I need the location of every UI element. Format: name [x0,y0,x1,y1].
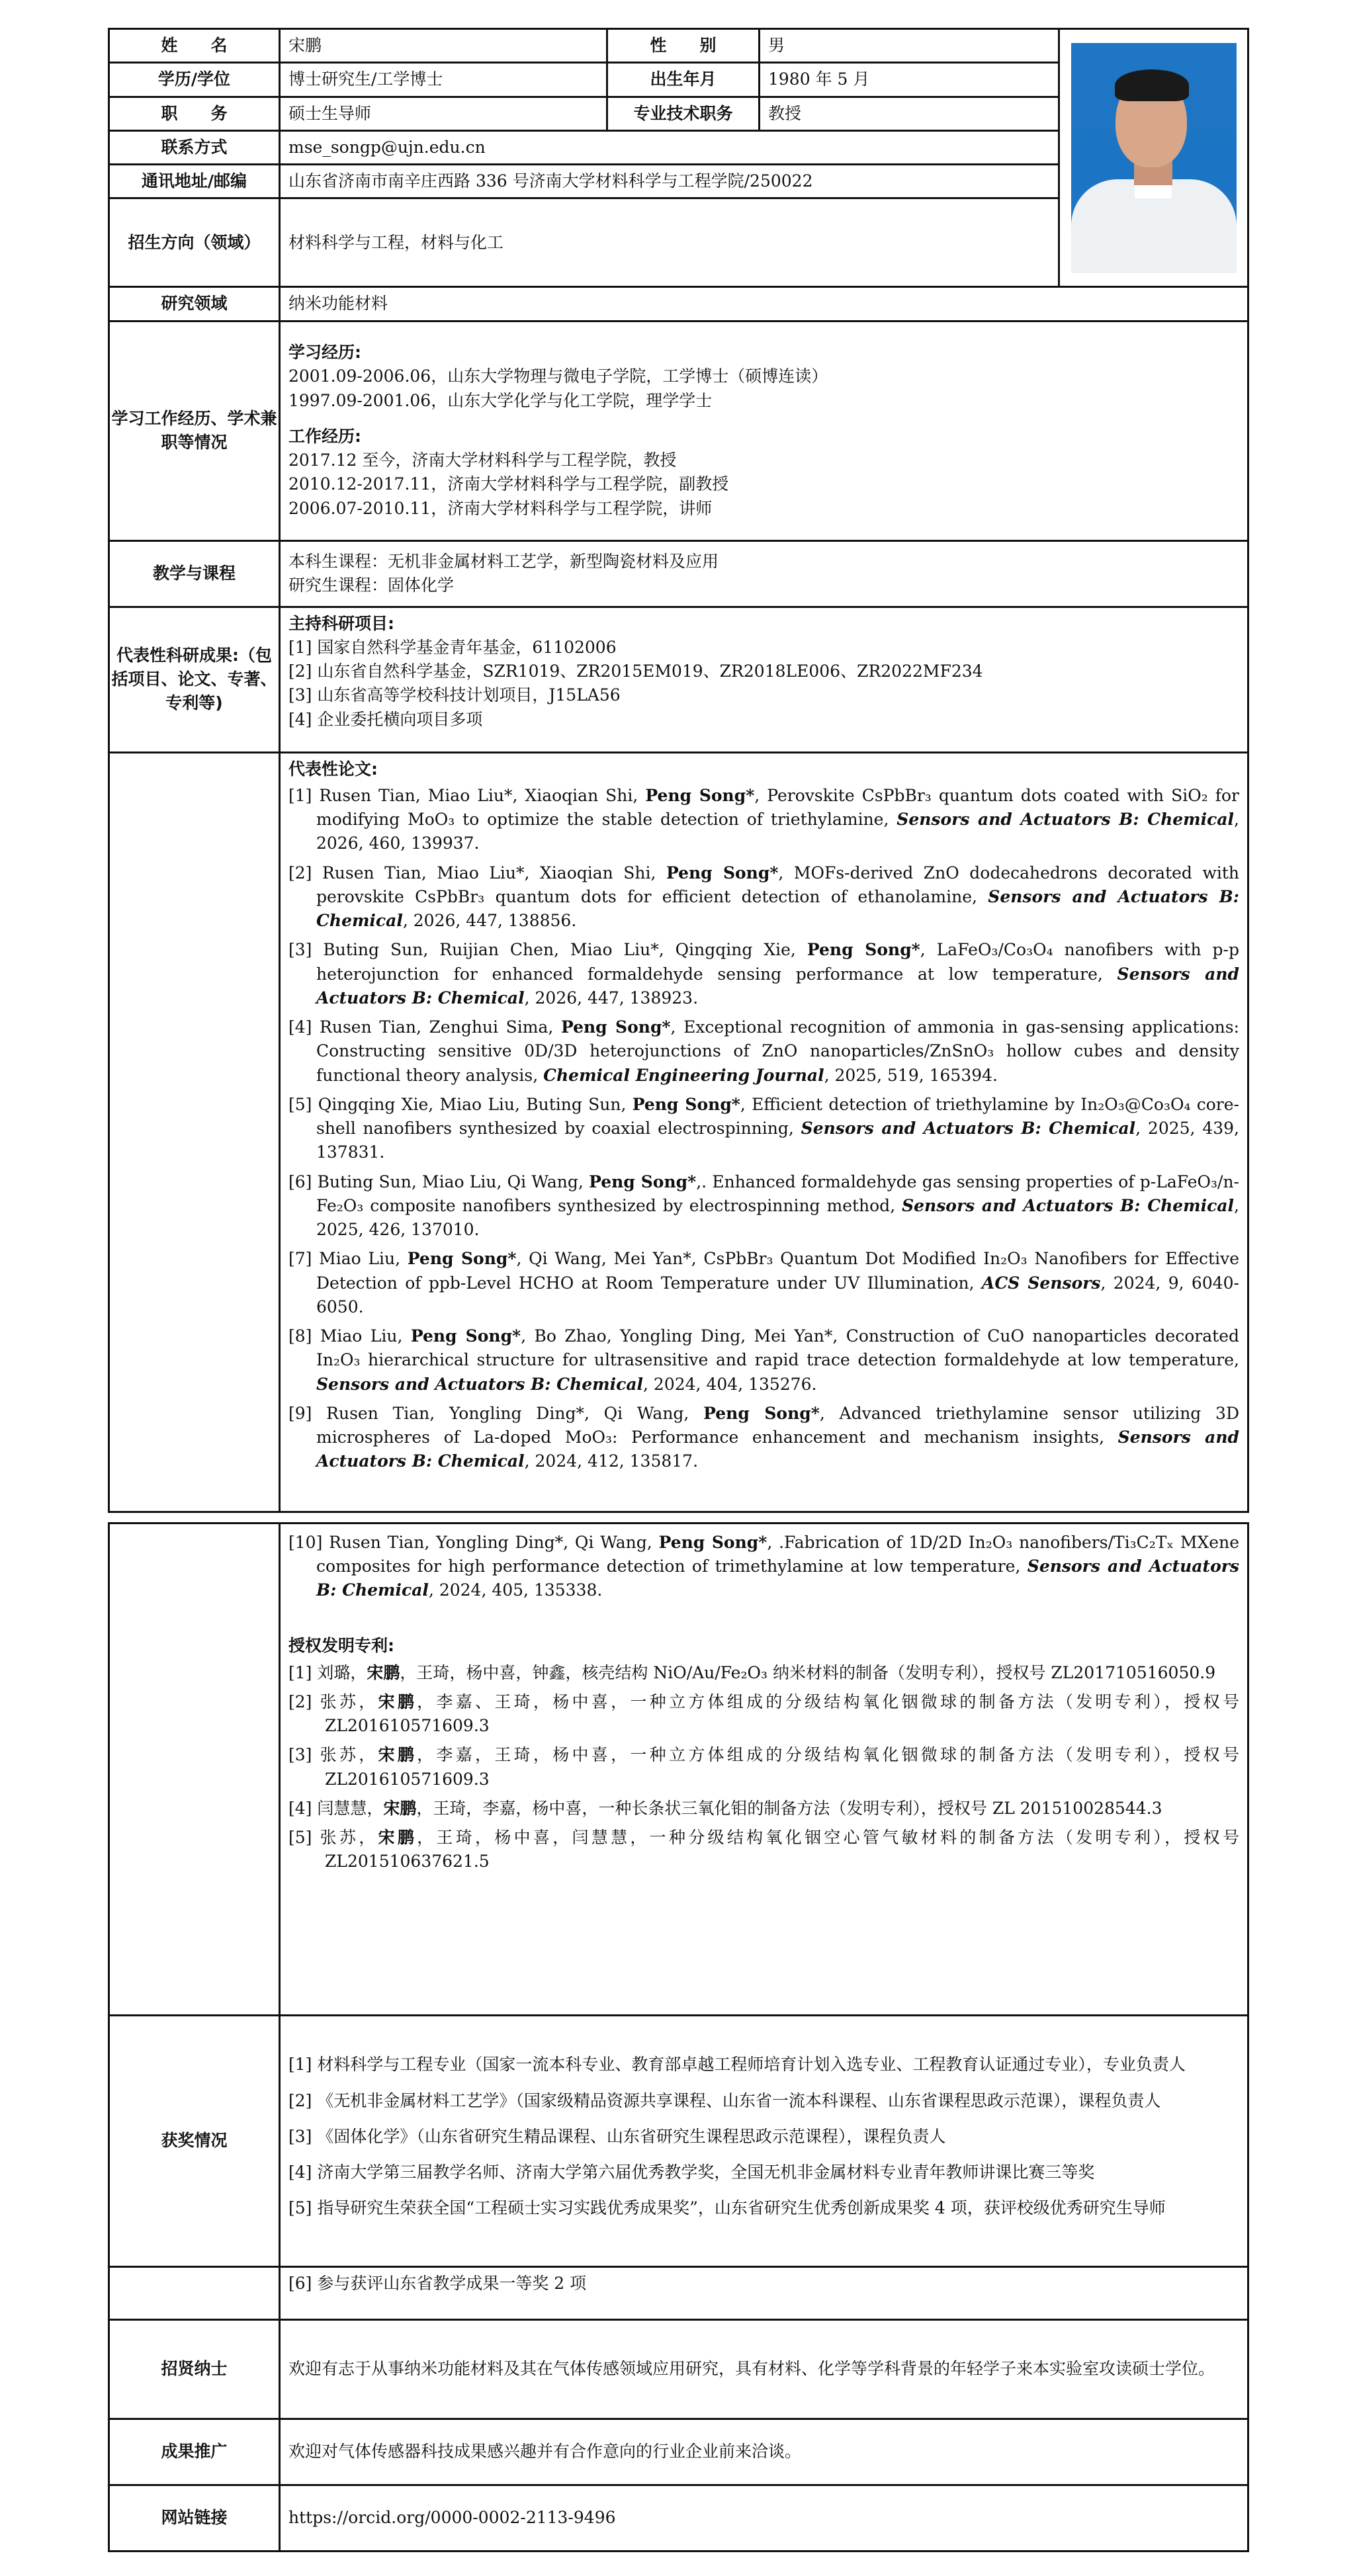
paper-number: [4] [288,1017,320,1037]
promotion-text: 欢迎对气体传感器科技成果感兴趣并有合作意向的行业企业前来洽谈。 [280,2419,1248,2485]
paper-journal: Sensors and Actuators B: Chemical [801,1119,1136,1138]
recruit-direction-label: 招生方向（领域） [109,198,280,287]
paper-self-author: Peng Song* [407,1249,517,1269]
paper-journal: Sensors and Actuators B: Chemical [902,1195,1235,1215]
paper-journal: Sensors and Actuators B: Chemical [896,810,1235,829]
paper-citation: , 2026, 447, 138923. [524,988,699,1008]
teaching-line: 研究生课程：固体化学 [288,576,455,595]
patents-list [288,1661,1239,1874]
contact-label: 联系方式 [109,130,280,164]
patents-label-cell [109,1523,280,2015]
paper-title: , LaFeO₃/Co₃O₄ nanofibers with p-p heterojunction for enhanced formaldehyde sensing performance at low temperature, [316,940,1239,984]
award-item: [3] 《固体化学》（山东省研究生精品课程、山东省研究生课程思政示范课程），课程负责人 [288,2126,946,2146]
gender-label: 性 别 [607,29,760,63]
paper-journal: Chemical Engineering Journal [543,1065,824,1085]
paper-authors: Miao Liu, [320,1326,411,1346]
patent-authors: 张苏， [320,1828,378,1847]
degree-value: 博士研究生/工学博士 [280,63,607,97]
promotion-label: 成果推广 [109,2419,280,2485]
paper-self-author: Peng Song* [589,1172,697,1191]
paper-journal: Sensors and Actuators B: Chemical [316,1556,1240,1600]
work-item: 2010.12-2017.11，济南大学材料科学与工程学院，副教授 [288,474,729,494]
paper-item [288,938,1239,1010]
profile-page [108,28,1247,2552]
paper-citation: , 2025, 439, 137831. [316,1119,1239,1162]
patent-item [288,1826,1239,1874]
award-item: [5] 指导研究生荣获全国“工程硕士实习实践优秀成果奖”，山东省研究生优秀创新成果奖 4 项，获评校级优秀研究生导师 [288,2198,1166,2218]
paper-number: [10] [288,1532,329,1552]
paper-number: [2] [288,863,322,882]
website-label: 网站链接 [109,2485,280,2551]
paper-item [288,1324,1239,1396]
patent-title: ，王琦，杨中喜，钟鑫，核壳结构 NiO/Au/Fe₂O₃ 纳米材料的制备（发明专利），授权号 ZL201710516050.9 [400,1662,1216,1682]
work-heading: 工作经历: [288,426,361,446]
awards-content [280,2015,1248,2266]
patent-self-author: 宋鹏 [378,1828,417,1847]
address-value: 山东省济南市南辛庄西路 336 号济南大学材料科学与工程学院/250022 [280,165,1059,198]
award-item: [1] 材料科学与工程专业（国家一流本科专业、教育部卓越工程师培育计划入选专业、工程教育认证通过专业），专业负责人 [288,2055,1186,2075]
work-item: 2006.07-2010.11，济南大学材料科学与工程学院，讲师 [288,498,713,518]
patent-self-author: 宋鹏 [367,1662,400,1682]
paper-journal: Sensors and Actuators B: Chemical [316,964,1239,1008]
experience-content [280,321,1248,540]
paper-citation: , 2024, 9, 6040-6050. [316,1273,1240,1316]
patent-number: [3] [288,1745,320,1765]
position-label: 职 务 [109,97,280,130]
paper-citation: , 2024, 412, 135817. [524,1451,699,1471]
patent-self-author: 宋鹏 [383,1798,417,1818]
profile-table-2 [108,1522,1249,2552]
field-value: 纳米功能材料 [280,287,1248,321]
paper-title: ,. Enhanced formaldehyde gas sensing properties of p-LaFeO₃/n-Fe₂O₃ composite nanofibers synthesized by electrospinning method, [316,1172,1239,1215]
degree-label: 学历/学位 [109,63,280,97]
projects-heading: 主持科研项目: [288,613,394,633]
patent-authors: 刘璐， [317,1662,367,1682]
paper-authors: Rusen Tian, Zenghui Sima, [320,1017,561,1037]
study-heading: 学习经历: [288,343,361,363]
project-item: [1] 国家自然科学基金青年基金，61102006 [288,637,617,657]
position-value: 硕士生导师 [280,97,607,130]
study-item: 1997.09-2001.06，山东大学化学与化工学院，理学学士 [288,390,713,410]
paper-number: [5] [288,1094,318,1114]
study-item: 2001.09-2006.06，山东大学物理与微电子学院，工学博士（硕博连读） [288,366,828,386]
field-label: 研究领域 [109,287,280,321]
paper-citation: , 2025, 519, 165394. [824,1065,998,1085]
paper-authors: Rusen Tian, Yongling Ding*, Qi Wang, [326,1403,704,1423]
paper-self-author: Peng Song* [658,1532,767,1552]
project-item: [4] 企业委托横向项目多项 [288,709,483,729]
paper-journal: Sensors and Actuators B: Chemical [316,1428,1239,1471]
paper-authors: Rusen Tian, Yongling Ding*, Qi Wang, [329,1532,659,1552]
paper-self-author: Peng Song* [632,1094,740,1114]
experience-label: 学习工作经历、学术兼职等情况 [109,321,280,540]
birth-value: 1980 年 5 月 [760,63,1059,97]
patent-item [288,1797,1239,1821]
paper-citation: , 2026, 460, 139937. [316,810,1239,853]
papers-content [280,752,1248,1512]
papers-list [288,784,1239,1474]
paper-title: , .Fabrication of 1D/2D In₂O₃ nanofibers/Ti₃C₂Tₓ MXene composites for high performance detection of trimethylamine at low temperature, [316,1532,1240,1576]
profile-table-1 [108,28,1249,1513]
paper-item [288,784,1239,856]
recruit-direction-value: 材料科学与工程，材料与化工 [280,198,1059,287]
contact-email[interactable]: mse_songp@ujn.edu.cn [280,130,1059,164]
project-item: [2] 山东省自然科学基金，SZR1019、ZR2015EM019、ZR2018LE006、ZR2022MF234 [288,662,983,681]
paper-self-author: Peng Song* [410,1326,521,1346]
title-value: 教授 [760,97,1059,130]
paper-journal: Sensors and Actuators B: Chemical [316,886,1239,930]
papers-patents-content [280,1523,1248,2015]
paper-item [288,1170,1239,1242]
profile-photo [1071,43,1237,273]
paper-item [288,1015,1239,1088]
patent-item [288,1690,1239,1739]
paper-title: , Advanced triethylamine sensor utilizing 3D microspheres of La-doped MoO₃: Performance enhancement and mechanism insights, [316,1403,1239,1447]
recruit-section-text: 欢迎有志于从事纳米功能材料及其在气体传感领域应用研究，具有材料、化学等学科背景的年轻学子来本实验室攻读硕士学位。 [280,2319,1248,2419]
patent-authors: 闫慧慧， [317,1798,384,1818]
patent-title: ，李嘉、王琦，杨中喜，一种立方体组成的分级结构氧化铟微球的制备方法（发明专利），授权号 ZL201610571609.3 [325,1692,1239,1735]
awards-label: 获奖情况 [109,2015,280,2266]
teaching-line: 本科生课程：无机非金属材料工艺学，新型陶瓷材料及应用 [288,551,719,571]
teaching-label: 教学与课程 [109,540,280,607]
paper-title: , Perovskite CsPbBr₃ quantum dots coated with SiO₂ for modifying MoO₃ to optimize the stable detection of triethylamine, [316,785,1240,829]
paper-journal: ACS Sensors [981,1273,1101,1293]
awards-extra-label-cell [109,2266,280,2319]
website-link[interactable]: https://orcid.org/0000-0002-2113-9496 [280,2485,1248,2551]
paper-authors: Rusen Tian, Miao Liu*, Xiaoqian Shi, [319,785,646,805]
patent-item [288,1661,1239,1685]
name-value: 宋鹏 [280,29,607,63]
photo-cell [1059,29,1248,287]
papers-label-cell [109,752,280,1512]
papers-list-continued [288,1531,1239,1603]
address-label: 通讯地址/邮编 [109,165,280,198]
paper-number: [3] [288,940,324,960]
patent-authors: 张苏， [320,1745,378,1765]
patent-number: [2] [288,1692,320,1711]
paper-citation: , 2024, 405, 135338. [428,1580,603,1600]
recruit-section-label: 招贤纳士 [109,2319,280,2419]
paper-title: , Qi Wang, Mei Yan*, CsPbBr₃ Quantum Dot Modified In₂O₃ Nanofibers for Effective Detection of ppb-Level HCHO at Room Temperature under UV Illumination, [316,1249,1240,1293]
paper-number: [1] [288,785,320,805]
patent-self-author: 宋鹏 [378,1745,417,1765]
paper-citation: , 2026, 447, 138856. [402,911,577,930]
paper-item [288,1531,1239,1603]
paper-authors: Qingqing Xie, Miao Liu, Buting Sun, [318,1094,633,1114]
project-item: [3] 山东省高等学校科技计划项目，J15LA56 [288,685,621,705]
paper-title: , MOFs-derived ZnO dodecahedrons decorated with perovskite CsPbBr₃ quantum dots for efficient detection of ethanolamine, [316,863,1240,906]
patent-item [288,1743,1239,1791]
patent-self-author: 宋鹏 [378,1692,417,1711]
paper-self-author: Peng Song* [645,785,755,805]
paper-self-author: Peng Song* [703,1403,820,1423]
paper-authors: Buting Sun, Ruijian Chen, Miao Liu*, Qingqing Xie, [323,940,807,960]
paper-item [288,1402,1239,1474]
paper-number: [9] [288,1403,327,1423]
paper-number: [8] [288,1326,320,1346]
paper-item [288,1247,1239,1319]
paper-title: , Bo Zhao, Yongling Ding, Mei Yan*, Construction of CuO nanoparticles decorated In₂O₃ hierarchical structure for ultrasensitive and rapid trace detection formaldehyde at low temperature, [316,1326,1239,1370]
patent-number: [4] [288,1798,318,1818]
patent-number: [1] [288,1662,318,1682]
paper-citation: , 2024, 404, 135276. [643,1374,817,1394]
paper-title: , Exceptional recognition of ammonia in gas-sensing applications: Constructing sensitive 0D/3D heterojunctions of ZnO nanoparticles/ZnSnO₃ hollow cubes and density functional theory analysis, [316,1017,1240,1085]
research-label: 代表性科研成果:（包括项目、论文、专著、专利等) [109,607,280,752]
patent-title: ，李嘉，王琦，杨中喜，一种立方体组成的分级结构氧化铟微球的制备方法（发明专利），授权号 ZL201610571609.3 [325,1745,1239,1789]
paper-journal: Sensors and Actuators B: Chemical [316,1374,644,1394]
paper-number: [6] [288,1172,318,1191]
award-item: [4] 济南大学第三届教学名师、济南大学第六届优秀教学奖，全国无机非金属材料专业青年教师讲课比赛三等奖 [288,2163,1095,2182]
patent-title: ，王琦，杨中喜，闫慧慧，一种分级结构氧化铟空心管气敏材料的制备方法（发明专利），授权号 ZL201510637621.5 [325,1828,1239,1871]
paper-citation: , 2025, 426, 137010. [316,1195,1239,1239]
paper-item [288,861,1239,933]
projects-content [280,607,1248,752]
teaching-content [280,540,1248,607]
patents-heading: 授权发明专利: [288,1636,394,1656]
paper-authors: Rusen Tian, Miao Liu*, Xiaoqian Shi, [322,863,666,882]
name-label: 姓 名 [109,29,280,63]
paper-title: , Efficient detection of triethylamine by In₂O₃@Co₃O₄ core-shell nanofibers synthesized by coaxial electrospinning, [316,1094,1240,1138]
award-item: [2] 《无机非金属材料工艺学》（国家级精品资源共享课程、山东省一流本科课程、山东省课程思政示范课），课程负责人 [288,2090,1161,2110]
work-item: 2017.12 至今，济南大学材料科学与工程学院，教授 [288,451,677,470]
paper-item [288,1093,1239,1165]
paper-authors: Buting Sun, Miao Liu, Qi Wang, [317,1172,590,1191]
papers-heading: 代表性论文: [288,759,378,779]
paper-self-author: Peng Song* [807,940,920,960]
patent-title: ，王琦，李嘉，杨中喜，一种长条状三氧化钼的制备方法（发明专利），授权号 ZL 201510028544.3 [416,1798,1162,1818]
title-label: 专业技术职务 [607,97,760,130]
award-extra: [6] 参与获评山东省教学成果一等奖 2 项 [280,2266,1248,2319]
gender-value: 男 [760,29,1059,63]
paper-authors: Miao Liu, [319,1249,408,1269]
paper-self-author: Peng Song* [666,863,779,882]
paper-number: [7] [288,1249,320,1269]
patent-number: [5] [288,1828,320,1847]
paper-self-author: Peng Song* [560,1017,671,1037]
birth-label: 出生年月 [607,63,760,97]
patent-authors: 张苏， [320,1692,378,1711]
